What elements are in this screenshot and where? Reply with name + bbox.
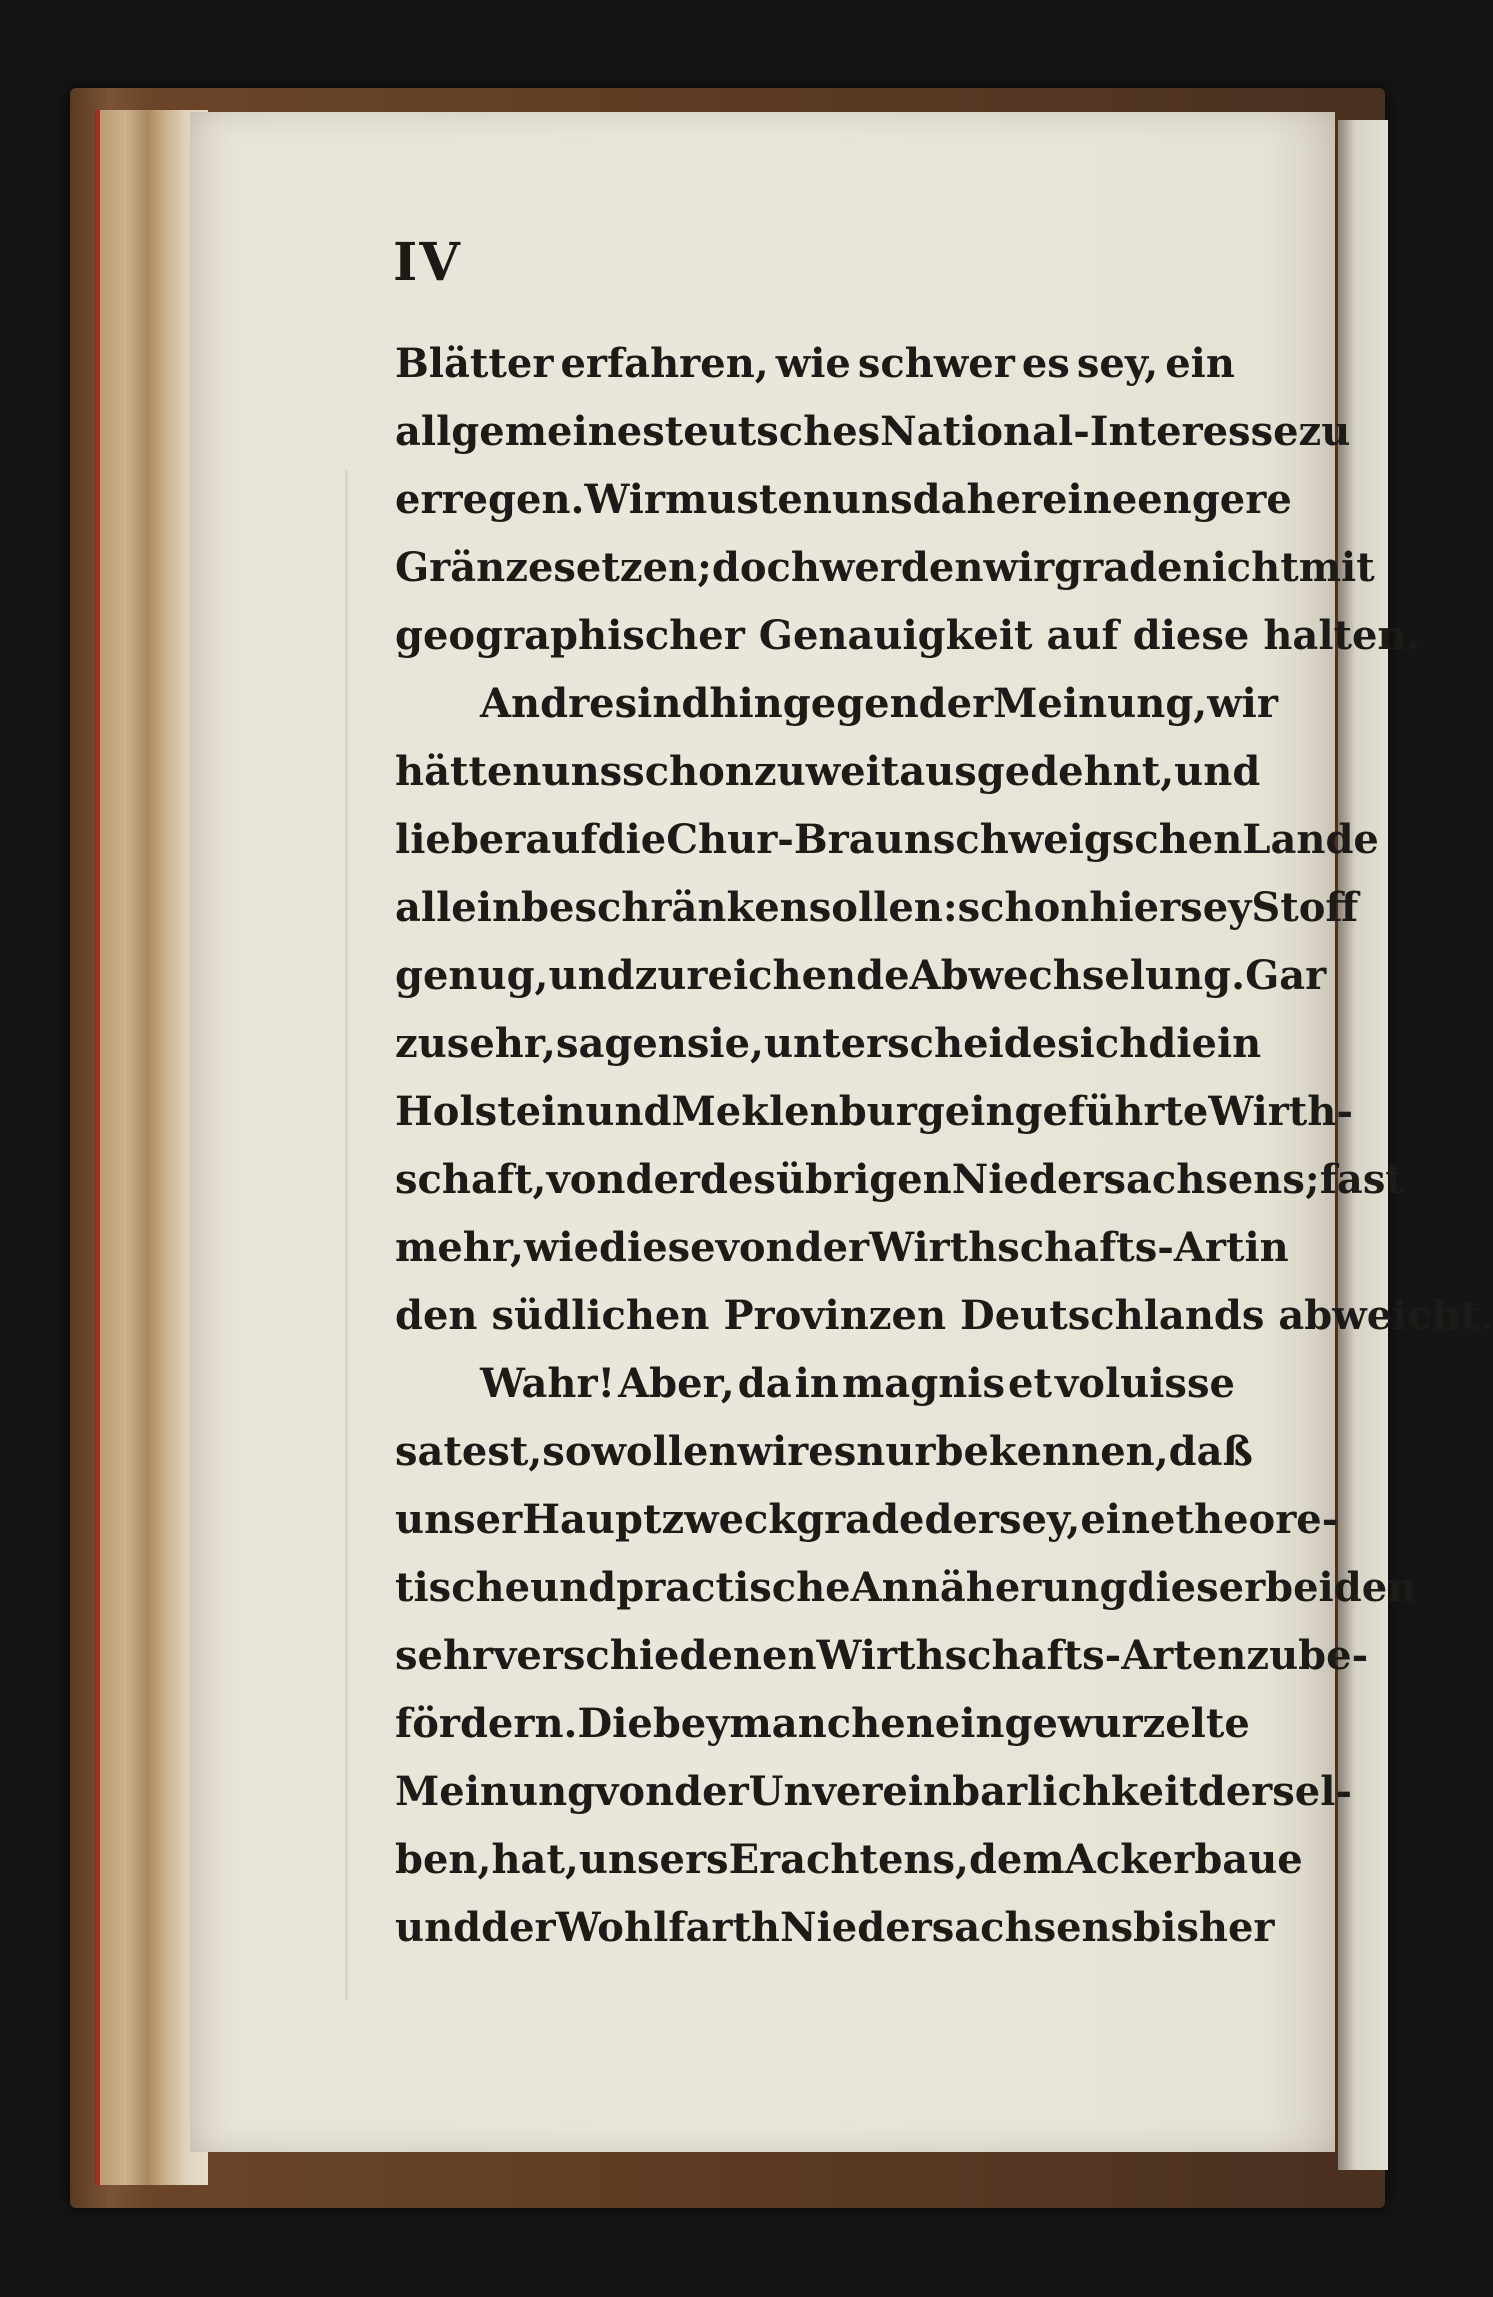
word: zu — [395, 1020, 447, 1067]
word: abweicht. — [1278, 1292, 1493, 1339]
word: sey — [1180, 884, 1252, 931]
word: sey, — [999, 1496, 1081, 1543]
word: ein — [1165, 340, 1235, 387]
word: da — [737, 1360, 792, 1407]
bleed-through-mark — [345, 470, 348, 2000]
word: verschiedenen — [493, 1632, 817, 1679]
word: magnis — [841, 1360, 1005, 1407]
word: diese — [599, 1224, 716, 1271]
text-line — [395, 1690, 1250, 1758]
word: lieber — [395, 816, 526, 863]
red-page-edge — [96, 110, 100, 2185]
word: unterscheide — [763, 1020, 1058, 1067]
word: Wirthschafts-Art — [869, 1224, 1245, 1271]
word: ausgedehnt, — [899, 748, 1175, 795]
text-line — [395, 534, 1375, 602]
word: doch — [711, 544, 820, 591]
word: sehr — [395, 1632, 494, 1679]
word: bey — [652, 1700, 730, 1747]
word: übrigen — [775, 1156, 952, 1203]
word: sind — [614, 680, 710, 727]
word: sey, — [1076, 340, 1159, 387]
text-line — [395, 602, 1421, 670]
word: zu — [1246, 1632, 1299, 1679]
word: Meinung, — [993, 680, 1208, 727]
word: die — [1148, 1020, 1217, 1067]
word: eine — [1080, 1496, 1176, 1543]
word: der — [674, 1768, 749, 1815]
word: beiden — [1265, 1564, 1417, 1611]
body-text — [395, 330, 1493, 1962]
word: werden — [819, 544, 984, 591]
word: wie — [775, 340, 851, 387]
word: dem — [968, 1836, 1065, 1883]
word: erfahren, — [560, 340, 769, 387]
word: von — [546, 1156, 626, 1203]
word: ben, — [395, 1836, 492, 1883]
word: allgemeines — [395, 408, 665, 455]
word: schon — [957, 884, 1090, 931]
word: und — [1174, 748, 1261, 795]
word: wir — [983, 544, 1055, 591]
text-line — [395, 1622, 1369, 1690]
word: daher — [912, 476, 1043, 523]
text-line — [395, 1894, 1275, 1962]
word: und — [395, 1904, 482, 1951]
word: dersel- — [1197, 1768, 1353, 1815]
word: so — [542, 1428, 592, 1475]
word: wir — [737, 1428, 809, 1475]
word: die — [597, 816, 667, 863]
word: est, — [461, 1428, 543, 1475]
word: von — [715, 1224, 795, 1271]
word: eine — [1042, 476, 1138, 523]
word: sollen: — [808, 884, 958, 931]
word: Deutschlands — [960, 1292, 1265, 1339]
text-line — [395, 1826, 1303, 1894]
word: practische — [616, 1564, 851, 1611]
word: Holstein — [395, 1088, 586, 1135]
word: Blätter — [395, 340, 554, 387]
word: dieser — [1127, 1564, 1266, 1611]
word: daß — [1168, 1428, 1253, 1475]
word: südlichen — [491, 1292, 710, 1339]
word: sagen — [555, 1020, 687, 1067]
word: tische — [395, 1564, 531, 1611]
word: Wirth- — [1208, 1088, 1353, 1135]
word: Chur-Braunschweigschen — [666, 816, 1243, 863]
word: Gar — [1245, 952, 1327, 999]
word: Wahr! — [480, 1360, 616, 1407]
word: Niedersachsens — [780, 1904, 1134, 1951]
word: der — [481, 1904, 556, 1951]
word: zureichende — [634, 952, 910, 999]
word: et — [1008, 1360, 1052, 1407]
text-line — [395, 806, 1379, 874]
word: in — [794, 1360, 839, 1407]
word: Andre — [480, 680, 615, 727]
word: weit — [805, 748, 900, 795]
word: Stoff — [1251, 884, 1359, 931]
word: mit — [1298, 544, 1375, 591]
word: Hauptzweck — [522, 1496, 797, 1543]
word: unser — [395, 1496, 523, 1543]
word: es — [808, 1428, 857, 1475]
word: setzen; — [553, 544, 712, 591]
text-line — [395, 942, 1327, 1010]
text-line — [395, 1486, 1339, 1554]
text-line — [395, 398, 1351, 466]
text-line — [395, 330, 1235, 398]
word: theore- — [1175, 1496, 1339, 1543]
word: der — [625, 1156, 700, 1203]
word: engere — [1137, 476, 1292, 523]
word: und — [548, 952, 635, 999]
word: diese — [1132, 612, 1250, 659]
word: uns — [831, 476, 913, 523]
word: des — [700, 1156, 776, 1203]
word: sat — [395, 1428, 462, 1475]
word: nur — [856, 1428, 936, 1475]
word: der — [794, 1224, 870, 1271]
word: in — [1244, 1224, 1289, 1271]
word: Provinzen — [723, 1292, 947, 1339]
word: hier — [1089, 884, 1181, 931]
word: Abwechselung. — [909, 952, 1246, 999]
word: mehr, — [395, 1224, 524, 1271]
word: sich — [1057, 1020, 1149, 1067]
word: sehr, — [446, 1020, 556, 1067]
word: den — [395, 1292, 478, 1339]
word: Wirthschafts-Arten — [816, 1632, 1247, 1679]
word: auf — [1046, 612, 1119, 659]
word: sie, — [686, 1020, 764, 1067]
word: Aber, — [618, 1360, 735, 1407]
word: geographischer — [395, 612, 745, 659]
word: grade — [796, 1496, 925, 1543]
word: Unvereinbarlichkeit — [748, 1768, 1198, 1815]
word: be- — [1298, 1632, 1369, 1679]
word: allein — [395, 884, 522, 931]
text-line — [395, 1282, 1493, 1350]
word: der — [924, 1496, 1000, 1543]
word: manchen — [729, 1700, 935, 1747]
word: zu — [1298, 408, 1351, 455]
word: Annäherung — [850, 1564, 1128, 1611]
word: wir — [1207, 680, 1278, 727]
word: und — [530, 1564, 617, 1611]
word: voluisse — [1055, 1360, 1235, 1407]
word: schaft, — [395, 1156, 547, 1203]
word: Lande — [1242, 816, 1379, 863]
text-line — [395, 1146, 1404, 1214]
word: wie — [523, 1224, 600, 1271]
word: National-Interesse — [880, 408, 1299, 455]
word: Wohlfarth — [555, 1904, 781, 1951]
word: genug, — [395, 952, 549, 999]
text-line — [395, 874, 1359, 942]
word: Erachtens, — [728, 1836, 969, 1883]
word: zu — [753, 748, 806, 795]
text-line — [395, 1418, 1253, 1486]
word: hätten — [395, 748, 542, 795]
word: von — [595, 1768, 675, 1815]
word: fördern. — [395, 1700, 578, 1747]
word: hat, — [491, 1836, 579, 1883]
word: Ackerbaue — [1064, 1836, 1303, 1883]
word: halten. — [1263, 612, 1421, 659]
word: Gränze — [395, 544, 554, 591]
page-number: IV — [393, 232, 462, 293]
word: Niedersachsens; — [951, 1156, 1320, 1203]
text-line — [395, 1554, 1417, 1622]
text-line — [395, 1010, 1262, 1078]
word: Die — [577, 1700, 653, 1747]
word: fast — [1319, 1156, 1404, 1203]
word: bisher — [1133, 1904, 1275, 1951]
word: hingegen — [709, 680, 919, 727]
word: musten — [664, 476, 832, 523]
word: schon — [622, 748, 754, 795]
word: unsers — [578, 1836, 729, 1883]
word: Meklenburg — [671, 1088, 945, 1135]
word: eingewurzelte — [934, 1700, 1250, 1747]
word: der — [918, 680, 994, 727]
word: es — [1021, 340, 1070, 387]
word: bekennen, — [935, 1428, 1169, 1475]
text-line — [395, 670, 1278, 738]
word: auf — [525, 816, 598, 863]
word: und — [585, 1088, 672, 1135]
word: eingeführte — [944, 1088, 1209, 1135]
word: erregen. — [395, 476, 585, 523]
word: Meinung — [395, 1768, 596, 1815]
text-line — [395, 1214, 1289, 1282]
word: schwer — [857, 340, 1015, 387]
word: wollen — [591, 1428, 738, 1475]
word: nicht — [1182, 544, 1299, 591]
word: beschränken — [521, 884, 809, 931]
word: Genauigkeit — [758, 612, 1033, 659]
text-line — [395, 466, 1292, 534]
word: teutsches — [664, 408, 881, 455]
text-line — [395, 1078, 1353, 1146]
text-line — [395, 1350, 1235, 1418]
word: uns — [541, 748, 623, 795]
text-line — [395, 1758, 1353, 1826]
word: grade — [1054, 544, 1183, 591]
text-line — [395, 738, 1261, 806]
word: in — [1216, 1020, 1262, 1067]
word: Wir — [584, 476, 665, 523]
